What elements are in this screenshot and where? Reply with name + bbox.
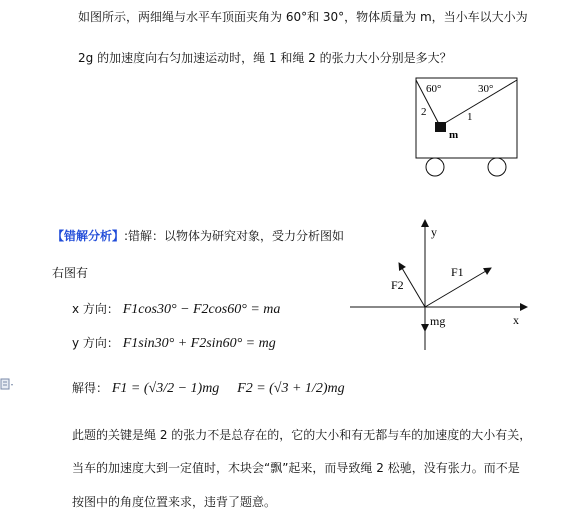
analysis-tag: 【错解分析】: [52, 229, 125, 243]
f1-label: F1: [451, 265, 464, 279]
angle-30-label: 30°: [478, 83, 494, 95]
x-prefix: x 方向：: [72, 302, 119, 316]
problem-line-2: 2g 的加速度向右匀加速运动时，绳 1 和绳 2 的张力大小分别是多大？: [78, 51, 452, 65]
mass-label: m: [449, 129, 459, 141]
mg-label: mg: [430, 314, 446, 328]
analysis-intro-2: 右图有: [52, 266, 89, 280]
x-axis-label: x: [513, 313, 519, 327]
solution-prefix: 解得：: [72, 381, 109, 395]
y-prefix: y 方向：: [72, 336, 119, 350]
angle-60-label: 60°: [426, 83, 442, 95]
document-icon[interactable]: [0, 377, 14, 391]
solution-f2: F2 = (√3 + 1/2)mg: [237, 381, 345, 396]
solution-f1: F1 = (√3/2 − 1)mg: [111, 381, 220, 396]
rope-2-label: 2: [421, 106, 427, 118]
analysis-intro: :错解：以物体为研究对象，受力分析图如: [124, 229, 345, 243]
comment-line-3: 按图中的角度位置来求，违背了题意。: [72, 495, 277, 509]
rope-1-label: 1: [467, 111, 473, 123]
problem-line-1: 如图所示，两细绳与水平车顶面夹角为 60°和 30°，物体质量为 m，当小车以大小为: [78, 10, 528, 24]
y-equation: F1sin30° + F2sin60° = mg: [122, 336, 276, 351]
y-axis-label: y: [431, 225, 437, 239]
comment-line-1: 此题的关键是绳 2 的张力不是总存在的，它的大小和有无都与车的加速度的大小有关，: [72, 428, 532, 442]
f2-label: F2: [391, 278, 404, 292]
comment-line-2: 当车的加速度大到一定值时，木块会“飘”起来，而导致绳 2 松驰，没有张力。而不是: [72, 461, 520, 475]
x-equation: F1cos30° − F2cos60° = ma: [122, 302, 281, 317]
